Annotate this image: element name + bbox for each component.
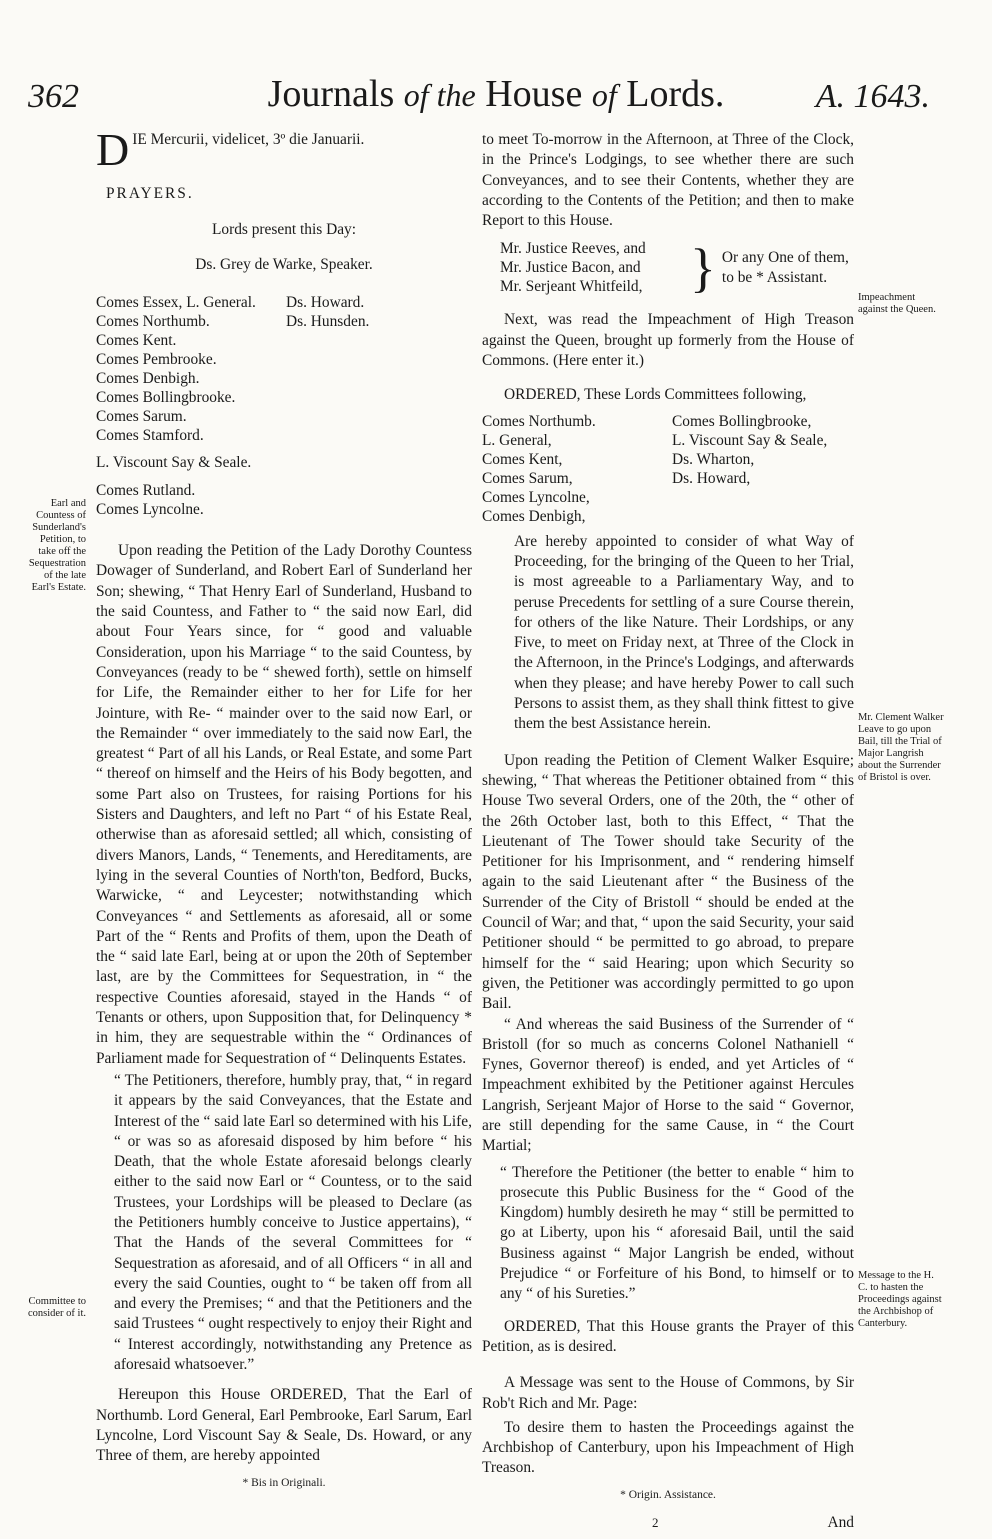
therefore-para: “ Therefore the Petitioner (the better to enable “ him to prosecute this Public Business for the “ Good of the Kingdom) humbly desireth he may “ still be permitted to go at Liberty, upon his “ aforesaid Bail, until the said Business against “ Major Langrish be ended, without Prejudice “ or Forfeiture of his Bond, to himself or to any “ of his Sureties.”	[500, 1163, 854, 1303]
lord-viscount: L. Viscount Say & Seale.	[96, 453, 252, 471]
title-lords: Lords.	[626, 73, 725, 115]
committee-member: Comes Lyncolne,	[482, 488, 590, 506]
lord-name: Ds. Howard.	[286, 293, 365, 311]
lord-name: Comes Northumb.	[96, 312, 210, 330]
page-number: 362	[28, 78, 79, 115]
committee-member: Comes Sarum,	[482, 469, 573, 487]
committee-member: L. Viscount Say & Seale,	[672, 431, 828, 449]
committee-member: Ds. Howard,	[672, 469, 751, 487]
lord-name: Comes Lyncolne.	[96, 501, 204, 519]
page-foot	[482, 1511, 854, 1539]
justice-name: Mr. Serjeant Whitfeild,	[500, 278, 643, 296]
lord-name: Comes Sarum.	[96, 407, 187, 425]
sunderland-prayer: “ The Petitioners, therefore, humbly pray, that, “ in regard it appears by the said Conveyances, that the Estate and Interest of the “ said late Earl so determined with his Life, “ or was so as aforesaid disposed by him before “ his Death, that the whole Estate aforesaid belongs clearly either to the said now Earl or “ Countess, or to the said Trustees, your Lordships will be pleased to Declare (as the Petitioners humbly conceive to Justice appertains), “ That the Hands of the several Committees for “ Sequestration as aforesaid, and of all Officers “ in all and every the said Counties, ought to “ be taken off from all and every the Premises; “ and that the Petitioners and the said Trustees “ ought respectively to enjoy their Right and “ Interest accordingly, notwithstanding any Pretence as aforesaid whatsoever.”	[114, 1071, 472, 1374]
lords-list-col1	[96, 293, 286, 445]
title-journals: Journals	[267, 73, 395, 115]
lords-list-col2	[286, 293, 466, 445]
committee-list-col1	[482, 412, 672, 526]
desire-para: To desire them to hasten the Proceedings against the Archbishop of Canterbury, upon his Impeachment of High Treason.	[482, 1418, 854, 1477]
lord-name: Comes Kent.	[96, 331, 177, 349]
speaker-line: Ds. Grey de Warke, Speaker.	[195, 255, 373, 273]
right-column	[482, 130, 854, 1539]
dropcap: D	[96, 124, 130, 175]
brace: }	[690, 237, 716, 298]
committee-member: Comes Denbigh,	[482, 507, 586, 525]
left-column	[96, 124, 472, 1493]
margin-note-sunderland: Earl and Countess of Sunderland's Petition, to take off the Sequestration of the late Earl's Estate.	[28, 498, 86, 593]
message-para: A Message was sent to the House of Commons, by Sir Rob't Rich and Mr. Page:	[482, 1374, 854, 1412]
committee-member: Ds. Wharton,	[672, 450, 755, 468]
committee-member: Comes Kent,	[482, 450, 563, 468]
committee-continuation: to meet To-morrow in the Afternoon, at Three of the Clock, in the Prince's Lodgings, to see whether there are such Conveyances, and to see their Contents, whether they are according to the Contents of the Petition; and then to make Report to this House.	[482, 131, 854, 230]
justices-list	[500, 239, 690, 296]
page-year: A. 1643.	[815, 78, 930, 115]
lords-committees-order: ORDERED, These Lords Committees following,	[504, 386, 807, 404]
appointed-para: Are hereby appointed to consider of what Way of Proceeding, for the bringing of the Queen to her Trial, is most agreeable to a Parliamentary Way, and to peruse Precedents for settling of a sure Course therein, for others of the like Nature. Their Lordships, or any Five, to meet on Friday next, at Three of the Clock in the Afternoon, in the Prince's Lodgings, and afterwards when they please; and have hereby Power to call such Persons to assist them, as they shall think fittest to give them the best Assistance herein.	[514, 532, 854, 733]
lords-list	[96, 293, 472, 445]
lord-name: Ds. Hunsden.	[286, 312, 370, 330]
lords-present: Lords present this Day:	[211, 221, 357, 239]
lords-extra	[96, 481, 472, 519]
margin-note-impeachment: Impeachment against the Queen.	[858, 292, 936, 315]
committee-list	[482, 412, 854, 526]
prayers-heading: PRAYERS.	[106, 185, 194, 202]
date-text: IE Mercurii, videlicet, 3º die Januarii.	[132, 131, 365, 148]
footnote-left: * Bis in Originali.	[242, 1476, 326, 1489]
title-of-the: of the	[403, 77, 476, 113]
lord-name: Comes Essex, L. General.	[96, 293, 256, 311]
walker-petition: Upon reading the Petition of Clement Walker Esquire; shewing, “ That whereas the Petitioner obtained from “ this House Two several Orders, one of the 20th, the “ other of the 26th October last, both to this Effect, “ That the Lieutenant of The Tower should take Security of the Petitioner for his Imprisonment, and “ rendering himself again to the said Lieutenant after “ the Business of the Surrender of the City of Bristoll “ should be ended at the Council of War; and that, “ upon the said Security, your said Petitioner should “ be permitted to go abroad, to prepare himself for the “ said Hearing; upon which Security so given, the Petitioner was accordingly permitted to go upon Bail.	[482, 751, 854, 1013]
justice-name: Mr. Justice Reeves, and	[500, 240, 646, 258]
committee-member: Comes Northumb.	[482, 412, 596, 430]
margin-note-message: Message to the H. C. to hasten the Proceedings against the Archbishop of Canterbury.	[858, 1270, 942, 1329]
date-line	[96, 124, 472, 175]
justice-name: Mr. Justice Bacon, and	[500, 259, 641, 277]
margin-note-walker: Mr. Clement Walker Leave to go upon Bail, till the Trial of Major Langrish about the Surrender of Bristol is over.	[858, 712, 944, 783]
assistants-note: Or any One of them, to be * Assistant.	[721, 248, 849, 286]
margin-note-committee: Committee to consider of it.	[27, 1296, 86, 1319]
lord-name: Comes Denbigh.	[96, 369, 200, 387]
sunderland-petition: Upon reading the Petition of the Lady Dorothy Countess Dowager of Sunderland, and Robert Earl of Sunderland her Son; shewing, “ That Henry Earl of Sunderland, Husband to the said Countess, and Father to “ the said now Earl, did about Four Years since, for “ good and valuable Consideration, upon his Marriage “ to the said Countess, by Conveyances (ready to be “ shewed forth), settle on himself for Life, the Remainder either to her for Life for her Jointure, with Re- “ mainder over to the said now Earl, or the Remainder “ over immediately to the said now Earl, the greatest “ Part of all his Lands, or Real Estate, and some Part “ thereof on himself and the Heirs of his Body begotten, and some Part also on Trustees, for raising Portions for his Sisters and Daughters, and left no Part “ of his Estate Real, otherwise than as aforesaid settled; all which, consisting of divers Manors, Lands, “ Tenements, and Hereditaments, are lying in the several Counties of North'ton, Bedford, Bucks, Warwicke, “ and Leycester; notwithstanding which Conveyances “ and Settlements as aforesaid, all or some Part of the “ Rents and Profits of them, upon the Death of the “ said late Earl, being at or upon the 20th of September last, are by the Committees for Sequestration, in “ the respective Counties aforesaid, stayed in the Hands “ of Tenants or others, upon Supposition that, for Delinquency * in him, they are sequestrable within the “ Ordinances of Parliament made for Sequestration of “ Delinquents Estates.	[96, 542, 472, 1067]
lord-name: Comes Stamford.	[96, 426, 204, 444]
catchword: And	[827, 1514, 854, 1532]
committee-order: Hereupon this House ORDERED, That the Earl of Northumb. Lord General, Earl Pembrooke, Earl Sarum, Earl Lyncolne, Lord Viscount Say & Seale, Ds. Howard, or any Three of them, are hereby appointed	[96, 1386, 472, 1465]
lord-name: Comes Rutland.	[96, 482, 196, 500]
committee-list-col2	[672, 412, 852, 526]
title-of: of	[591, 77, 617, 113]
signature-mark: 2	[652, 1515, 659, 1531]
title-house: House	[485, 73, 583, 115]
committee-member: L. General,	[482, 431, 552, 449]
assistants-block	[500, 239, 854, 296]
grants-order: ORDERED, That this House grants the Prayer of this Petition, as is desired.	[482, 1317, 854, 1355]
lord-name: Comes Pembrooke.	[96, 350, 217, 368]
committee-member: Comes Bollingbrooke,	[672, 412, 812, 430]
footnote-right: * Origin. Assistance.	[620, 1488, 716, 1501]
whereas-para: “ And whereas the said Business of the Surrender of “ Bristoll (for so much as concerns Colonel Nathaniell “ Fynes, Governor thereof) is ended, and yet Articles of “ Impeachment exhibited by the Petitioner against Hercules Langrish, Serjeant Major of Horse to the said “ Governor, are still depending for the same Cause, in “ the Court Martial;	[482, 1015, 854, 1155]
lord-name: Comes Bollingbrooke.	[96, 388, 236, 406]
impeachment-queen: Next, was read the Impeachment of High Treason against the Queen, brought up formerly from the House of Commons. (Here enter it.)	[482, 311, 854, 370]
